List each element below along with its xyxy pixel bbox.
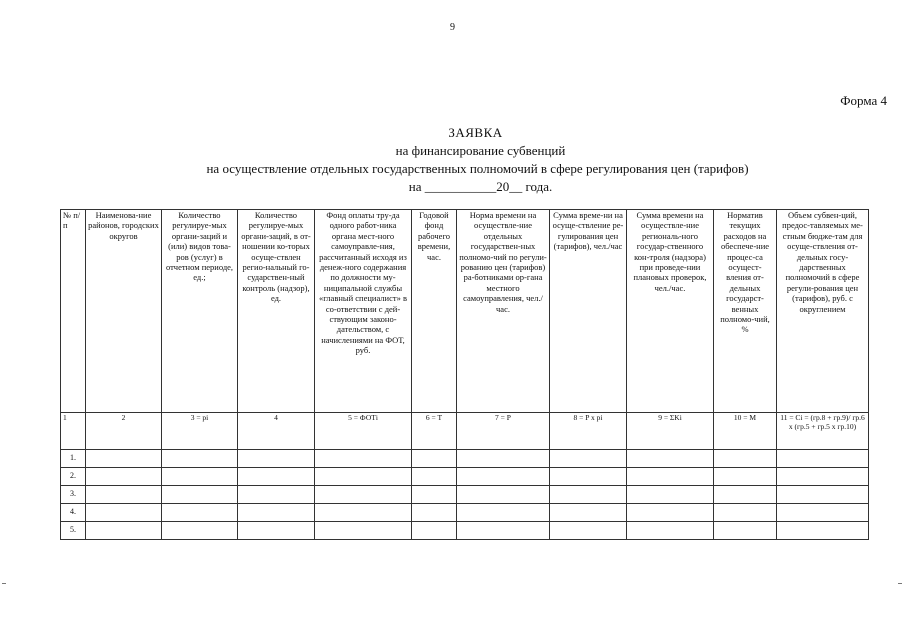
data-cell[interactable] bbox=[162, 522, 238, 540]
scan-margin-mark bbox=[2, 583, 6, 584]
header-cell: Количество регулируе-мых органи-заций, в от-ношении ко-торых осуще-ствлен регио-нальный го-сударствен-ный контроль (надзор), ед. bbox=[238, 210, 315, 413]
data-cell[interactable] bbox=[412, 486, 457, 504]
column-number-cell: 3 = pi bbox=[162, 413, 238, 450]
column-number-row bbox=[61, 413, 869, 450]
row-number-cell: 4. bbox=[61, 504, 86, 522]
scan-margin-mark bbox=[898, 583, 902, 584]
data-cell[interactable] bbox=[412, 522, 457, 540]
data-cell[interactable] bbox=[627, 450, 714, 468]
column-number-cell: 8 = P x pi bbox=[550, 413, 627, 450]
title-line-1: ЗАЯВКА bbox=[448, 125, 503, 140]
data-cell[interactable] bbox=[550, 522, 627, 540]
table-header-row bbox=[61, 210, 869, 413]
row-number-cell: 5. bbox=[61, 522, 86, 540]
data-cell[interactable] bbox=[550, 468, 627, 486]
data-cell[interactable] bbox=[627, 522, 714, 540]
column-number-cell: 9 = ΣKi bbox=[627, 413, 714, 450]
row-number-cell: 1. bbox=[61, 450, 86, 468]
row-number-cell: 3. bbox=[61, 486, 86, 504]
data-cell[interactable] bbox=[714, 450, 777, 468]
data-cell[interactable] bbox=[162, 468, 238, 486]
data-cell[interactable] bbox=[238, 468, 315, 486]
table-row bbox=[61, 504, 869, 522]
document-title bbox=[0, 124, 905, 196]
column-number-cell: 1 bbox=[61, 413, 86, 450]
table-row bbox=[61, 486, 869, 504]
data-cell[interactable] bbox=[238, 504, 315, 522]
page-number: 9 bbox=[450, 22, 455, 33]
column-number-cell: 2 bbox=[86, 413, 162, 450]
data-cell[interactable] bbox=[457, 522, 550, 540]
data-cell[interactable] bbox=[550, 504, 627, 522]
column-number-cell: 11 = Ci = (гр.8 + гр.9)/ гр.6 x (гр.5 + гр.5 x гр.10) bbox=[777, 413, 869, 450]
table-row bbox=[61, 522, 869, 540]
header-cell: № п/ п bbox=[61, 210, 86, 413]
title-line-3: на осуществление отдельных государственных полномочий в сфере регулирования цен (тарифов) bbox=[206, 161, 749, 176]
data-cell[interactable] bbox=[412, 468, 457, 486]
data-cell[interactable] bbox=[315, 504, 412, 522]
title-line-2: на финансирование субвенций bbox=[395, 143, 566, 158]
data-cell[interactable] bbox=[315, 450, 412, 468]
data-cell[interactable] bbox=[777, 522, 869, 540]
column-number-cell: 4 bbox=[238, 413, 315, 450]
header-cell: Наименова-ние районов, городских округов bbox=[86, 210, 162, 413]
data-cell[interactable] bbox=[550, 450, 627, 468]
data-cell[interactable] bbox=[315, 486, 412, 504]
data-cell[interactable] bbox=[627, 468, 714, 486]
table-row bbox=[61, 450, 869, 468]
column-number-cell: 10 = M bbox=[714, 413, 777, 450]
data-cell[interactable] bbox=[86, 486, 162, 504]
row-number-cell: 2. bbox=[61, 468, 86, 486]
header-cell: Сумма времени на осуществле-ние региональ-ного государ-ственного кон-троля (надзора) при проведе-нии плановых проверок, чел./час. bbox=[627, 210, 714, 413]
data-cell[interactable] bbox=[412, 504, 457, 522]
header-cell: Фонд оплаты тру-да одного работ-ника органа мест-ного самоуправле-ния, рассчитанный исходя из денеж-ного содержания по должности му-ниципальной службы «главный специалист» в со-ответствии с дей-ствующим законо-дательством, с начислениями на ФОТ, руб. bbox=[315, 210, 412, 413]
data-cell[interactable] bbox=[315, 468, 412, 486]
data-cell[interactable] bbox=[777, 504, 869, 522]
column-number-cell: 7 = P bbox=[457, 413, 550, 450]
data-cell[interactable] bbox=[550, 486, 627, 504]
data-cell[interactable] bbox=[238, 522, 315, 540]
subvention-request-table bbox=[60, 209, 869, 540]
data-cell[interactable] bbox=[457, 486, 550, 504]
data-cell[interactable] bbox=[86, 450, 162, 468]
header-cell: Норматив текущих расходов на обеспече-ние процес-са осущест-вления от-дельных государст-венных полномо-чий, % bbox=[714, 210, 777, 413]
header-cell: Объем субвен-ций, предос-тавляемых ме-стным бюдже-там для осуще-ствления от-дельных госу-дарственных полномочий в сфере регули-рования цен (тарифов), руб. с округлением bbox=[777, 210, 869, 413]
data-cell[interactable] bbox=[627, 486, 714, 504]
form-label: Форма 4 bbox=[840, 93, 887, 108]
data-cell[interactable] bbox=[627, 504, 714, 522]
data-cell[interactable] bbox=[714, 486, 777, 504]
title-line-4: на ___________20__ года. bbox=[408, 179, 553, 194]
column-number-cell: 5 = ФОТi bbox=[315, 413, 412, 450]
data-cell[interactable] bbox=[777, 450, 869, 468]
data-cell[interactable] bbox=[777, 468, 869, 486]
header-cell: Норма времени на осуществле-ние отдельных государствен-ных полномо-чий по регули-рованию цен (тарифов) ра-ботниками ор-гана местного самоуправления, чел./час. bbox=[457, 210, 550, 413]
data-cell[interactable] bbox=[238, 450, 315, 468]
data-cell[interactable] bbox=[162, 504, 238, 522]
data-cell[interactable] bbox=[238, 486, 315, 504]
data-cell[interactable] bbox=[714, 504, 777, 522]
data-cell[interactable] bbox=[457, 504, 550, 522]
data-cell[interactable] bbox=[714, 468, 777, 486]
data-cell[interactable] bbox=[162, 486, 238, 504]
data-cell[interactable] bbox=[86, 504, 162, 522]
header-cell: Сумма време-ни на осуще-ствление ре-гулирования цен (тарифов), чел./час bbox=[550, 210, 627, 413]
data-cell[interactable] bbox=[412, 450, 457, 468]
header-cell: Годовой фонд рабочего времени, час. bbox=[412, 210, 457, 413]
data-cell[interactable] bbox=[162, 450, 238, 468]
data-cell[interactable] bbox=[777, 486, 869, 504]
data-cell[interactable] bbox=[86, 522, 162, 540]
table-row bbox=[61, 468, 869, 486]
data-cell[interactable] bbox=[457, 450, 550, 468]
data-cell[interactable] bbox=[714, 522, 777, 540]
column-number-cell: 6 = T bbox=[412, 413, 457, 450]
data-cell[interactable] bbox=[315, 522, 412, 540]
data-cell[interactable] bbox=[86, 468, 162, 486]
data-cell[interactable] bbox=[457, 468, 550, 486]
header-cell: Количество регулируе-мых органи-заций и (или) видов това-ров (услуг) в отчетном периоде, ед.; bbox=[162, 210, 238, 413]
